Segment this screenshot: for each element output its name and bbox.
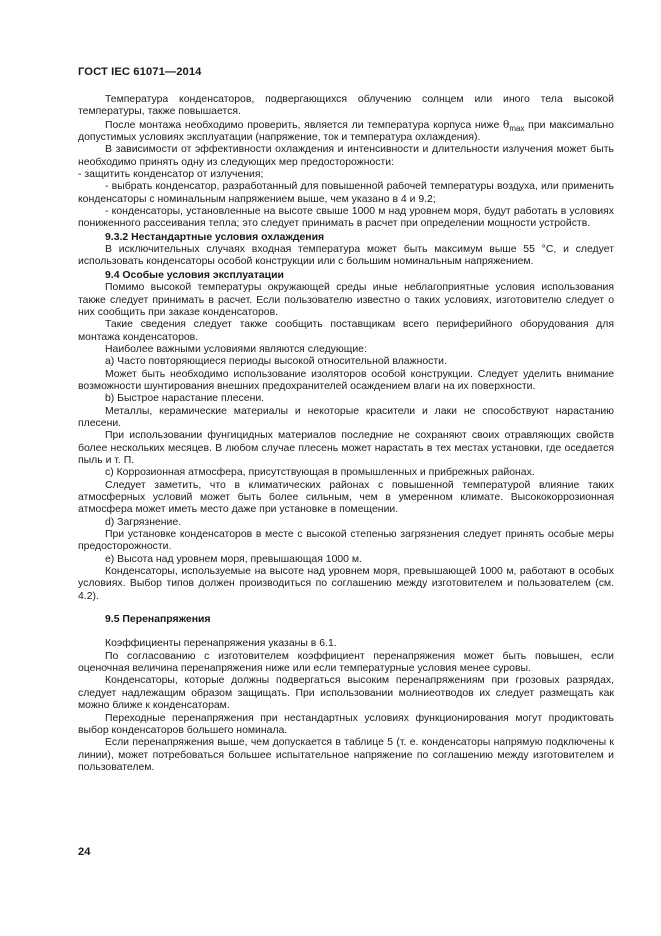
paragraph: е) Высота над уровнем моря, превышающая 1000 м. [105, 553, 362, 565]
paragraph: - конденсаторы, установленные на высоте свыше 1000 м над уровнем моря, будут работать в условиях пониженного рассеивания тепла; это следует принимать в расчет при определении мощности устройств. [78, 206, 614, 230]
theta-subscript: max [509, 123, 525, 133]
paragraph: В зависимости от эффективности охлаждения и интенсивности и длительности излучения может быть необходимо принять одну из следующих мер предосторожности: [78, 144, 614, 168]
paragraph: Наиболее важными условиями являются следующие: [105, 343, 367, 355]
paragraph: - защитить конденсатор от излучения; [78, 169, 264, 181]
paragraph: b) Быстрое нарастание плесени. [105, 393, 265, 405]
paragraph: - выбрать конденсатор, разработанный для повышенной рабочей температуры воздуха, или применить конденсаторы с номинальным напряжением выше, чем указано в 4 и 9.2; [78, 181, 614, 205]
document-body [78, 94, 614, 774]
paragraph: Конденсаторы, используемые на высоте над уровнем моря, превышающей 1000 м, работают в особых условиях. Выбор типов должен производиться по соглашению между изготовителем и пользователем (см. 4.2). [78, 566, 614, 602]
section-heading: 9.5 Перенапряжения [105, 614, 211, 626]
paragraph: Помимо высокой температуры окружающей среды иные неблагоприятные условия использования также следует принимать в расчет. Если пользователю известно о таких условиях, изготовителю следует о них сообщить при заказе конденсаторов. [78, 282, 614, 318]
paragraph: Температура конденсаторов, подвергающихся облучению солнцем или иного тела высокой температуры, также повышается. [78, 94, 614, 118]
paragraph: Коэффициенты перенапряжения указаны в 6.1. [105, 638, 337, 650]
paragraph: Переходные перенапряжения при нестандартных условиях функционирования могут продиктовать выбор конденсаторов большего номинала. [78, 712, 614, 736]
paragraph: с) Коррозионная атмосфера, присутствующая в промышленных и прибрежных районах. [105, 467, 535, 479]
paragraph: Конденсаторы, которые должны подвергаться высоким перенапряжениям при грозовых разрядах, следует надлежащим образом защищать. При использовании молниеотводов их следует размещать как можно ближе к конденсаторам. [78, 675, 614, 712]
paragraph: Следует заметить, что в климатических районах с повышенной температурой влияние таких атмосферных условий может быть более сильным, чем в умеренном климате. Высококоррозионная атмосфера может иметь место даже при установке в помещении. [78, 479, 614, 516]
paragraph-text: После монтажа необходимо проверить, является ли температура корпуса ниже [105, 119, 504, 131]
paragraph: Если перенапряжения выше, чем допускается в таблице 5 (т. е. конденсаторы напрямую подключены к линии), может потребоваться большее испытательное напряжение по соглашению между изготовителем и пользователем. [78, 737, 614, 773]
paragraph: Может быть необходимо использование изоляторов особой конструкции. Следует уделить внимание возможности шунтирования внешних предохранителей осаждением влаги на их поверхности. [78, 368, 614, 392]
paragraph [78, 119, 614, 145]
paragraph: а) Часто повторяющиеся периоды высокой относительной влажности. [105, 356, 447, 368]
paragraph: d) Загрязнение. [105, 516, 182, 528]
paragraph: В исключительных случаях входная температура может быть максимум выше 55 °С, и следует использовать конденсаторы особой конструкции или с большим номинальным напряжением. [78, 244, 614, 268]
paragraph: Металлы, керамические материалы и некоторые красители и лаки не способствуют нарастанию плесени. [78, 405, 614, 429]
paragraph: По согласованию с изготовителем коэффициент перенапряжения может быть повышен, если оценочная величина перенапряжения ниже или если температурные условия менее суровы. [78, 650, 614, 675]
section-heading: 9.3.2 Нестандартные условия охлаждения [105, 231, 325, 243]
page-number: 24 [78, 846, 91, 858]
paragraph: При установке конденсаторов в месте с высокой степенью загрязнения следует принять особые меры предосторожности. [78, 529, 614, 553]
document-header: ГОСТ IEC 61071—2014 [78, 66, 202, 78]
paragraph-text: при максимально допустимых условиях эксплуатации (напряжение, ток и температура охлаждения). [78, 119, 614, 144]
section-heading: 9.4 Особые условия эксплуатации [105, 269, 284, 281]
paragraph: Такие сведения следует также сообщить поставщикам всего периферийного оборудования для монтажа конденсаторов. [78, 319, 614, 343]
paragraph: При использовании фунгицидных материалов последние не сохраняют своих отравляющих свойств более нескольких месяцев. В любом случае плесень может нарастать в тех местах установки, где оседается пыль и т. П. [78, 430, 614, 466]
theta-symbol: θ [503, 118, 510, 131]
